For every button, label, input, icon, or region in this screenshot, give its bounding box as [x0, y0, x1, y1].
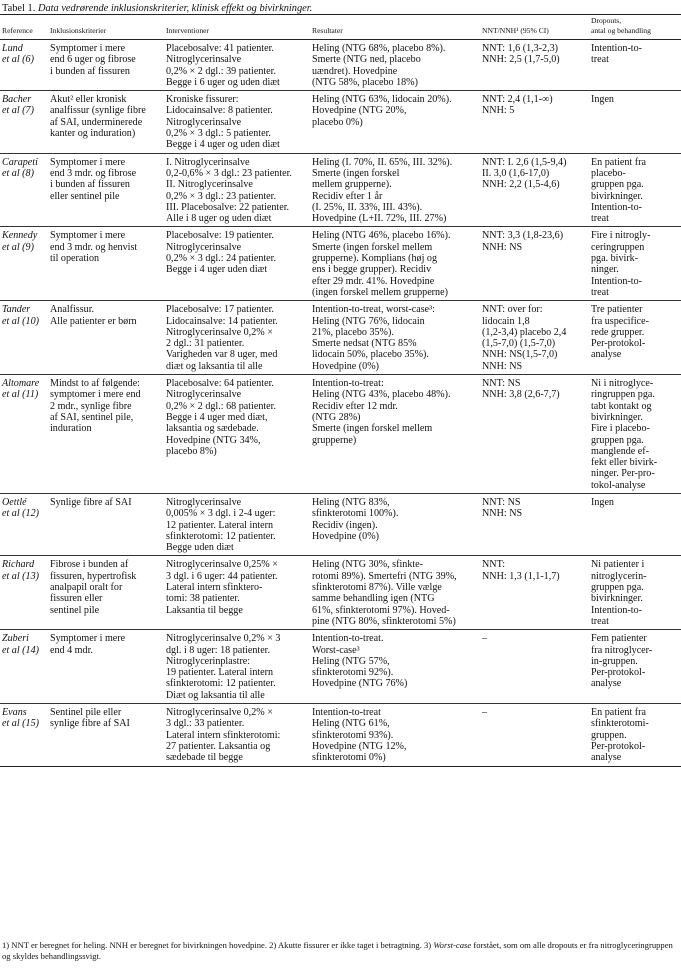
table-row — [0, 630, 681, 704]
cell-dropouts: Fire i nitrogly- ceringruppen pga. bivirk- ninger. Intention-to- treat — [589, 227, 681, 301]
cell-resultater: Heling (I. 70%, II. 65%, III. 32%). Smerte (ingen forskel mellem grupperne). Recidiv efter 1 år (I. 25%, II. 33%, III. 43%). Hovedpine (L+II. 72%, III. 27%) — [310, 153, 480, 227]
cell-dropouts: En patient fra placebo- gruppen pga. bivirkninger. Intention-to- treat — [589, 153, 681, 227]
header-interventioner: Interventioner — [164, 15, 310, 40]
table-row — [0, 227, 681, 301]
header-inklusion: Inklusionskriterier — [48, 15, 164, 40]
cell-reference: Lund et al (6) — [0, 40, 48, 91]
cell-interventioner: Nitroglycerinsalve 0,25% × 3 dgl. i 6 uger: 44 patienter. Lateral intern sfinktero- tomi: 38 patienter. Laksantia til begge — [164, 556, 310, 630]
cell-nnt-nnh: NNT: I. 2,6 (1,5-9,4) II. 3,0 (1,6-17,0) NNH: 2,2 (1,5-4,6) — [480, 153, 589, 227]
cell-inklusion: Symptomer i mere end 3 mdr. og henvist til operation — [48, 227, 164, 301]
table-row — [0, 153, 681, 227]
table-row — [0, 556, 681, 630]
cell-reference: Bacher et al (7) — [0, 91, 48, 153]
cell-interventioner: Kroniske fissurer: Lidocainsalve: 8 patienter. Nitroglycerinsalve 0,2% × 3 dgl.: 5 patienter. Begge i 4 uger og uden diæt — [164, 91, 310, 153]
cell-nnt-nnh: – — [480, 630, 589, 704]
cell-interventioner: Placebosalve: 17 patienter. Lidocainsalve: 14 patienter. Nitroglycerinsalve 0,2% × 2 dgl.: 31 patienter. Varigheden var 8 uger, med diæt og laksantia til alle — [164, 301, 310, 375]
cell-resultater: Heling (NTG 63%, lidocain 20%). Hovedpine (NTG 20%, placebo 0%) — [310, 91, 480, 153]
cell-inklusion: Synlige fibre af SAI — [48, 493, 164, 555]
cell-inklusion: Analfissur. Alle patienter er børn — [48, 301, 164, 375]
header-reference: Reference — [0, 15, 48, 40]
cell-inklusion: Symptomer i mere end 6 uger og fibrose i bunden af fissuren — [48, 40, 164, 91]
cell-interventioner: I. Nitroglycerinsalve 0,2-0,6% × 3 dgl.: 23 patienter. II. Nitroglycerinsalve 0,2% × 3 dgl.: 23 patienter. III. Placebosalve: 22 patienter. Alle i 8 uger og uden diæt — [164, 153, 310, 227]
cell-nnt-nnh: – — [480, 704, 589, 766]
cell-interventioner: Placebosalve: 19 patienter. Nitroglycerinsalve 0,2% × 3 dgl.: 24 patienter. Begge i 4 uger uden diæt — [164, 227, 310, 301]
cell-dropouts: Ni i nitroglyce- ringruppen pga. tabt kontakt og bivirkninger. Fire i placebo- gruppen pga. manglende ef- fekt eller bivirk- ninger. Per-pro- tokol-analyse — [589, 375, 681, 494]
cell-resultater: Intention-to-treat, worst-case³: Heling (NTG 76%, lidocain 21%, placebo 35%). Smerte nedsat (NTG 85% lidocain 50%, placebo 35%). Hovedpine (0%) — [310, 301, 480, 375]
cell-inklusion: Fibrose i bunden af fissuren, hypertrofisk analpapil oralt for fissuren eller sentinel pile — [48, 556, 164, 630]
cell-resultater: Intention-to-treat. Worst-case³ Heling (NTG 57%, sfinkterotomi 92%). Hovedpine (NTG 76%) — [310, 630, 480, 704]
footnotes — [2, 940, 680, 962]
cell-resultater: Intention-to-treat Heling (NTG 61%, sfinkterotomi 93%). Hovedpine (NTG 12%, sfinkterotomi 0%) — [310, 704, 480, 766]
cell-resultater: Heling (NTG 68%, placebo 8%). Smerte (NTG ned, placebo uændret). Hovedpine (NTG 58%, placebo 18%) — [310, 40, 480, 91]
cell-inklusion: Symptomer i mere end 3 mdr. og fibrose i bunden af fissuren eller sentinel pile — [48, 153, 164, 227]
cell-resultater: Heling (NTG 83%, sfinkterotomi 100%). Recidiv (ingen). Hovedpine (0%) — [310, 493, 480, 555]
cell-reference: Kennedy et al (9) — [0, 227, 48, 301]
cell-resultater: Intention-to-treat: Heling (NTG 43%, placebo 48%). Recidiv efter 12 mdr. (NTG 28%) Smerte (ingen forskel mellem grupperne) — [310, 375, 480, 494]
cell-reference: Tander et al (10) — [0, 301, 48, 375]
cell-interventioner: Nitroglycerinsalve 0,005% × 3 dgl. i 2-4 uger: 12 patienter. Lateral intern sfinkterotomi: 12 patienter. Begge uden diæt — [164, 493, 310, 555]
cell-inklusion: Sentinel pile eller synlige fibre af SAI — [48, 704, 164, 766]
cell-resultater: Heling (NTG 30%, sfinkte- rotomi 89%). Smertefri (NTG 39%, sfinkterotomi 87%). Ville vælge samme behandling igen (NTG 61%, sfinkterotomi 97%). Hoved- pine (NTG 80%, sfinkterotomi 5%) — [310, 556, 480, 630]
caption-title: Data vedrørende inklusionskriterier, klinisk effekt og bivirkninger. — [37, 3, 313, 14]
cell-reference: Altomare et al (11) — [0, 375, 48, 494]
footnote-text-1: 1) NNT er beregnet for heling. NNH er beregnet for bivirkningen hovedpine. 2) Akutte fissurer er ikke taget i betragtning. 3) — [2, 940, 434, 950]
table-row — [0, 704, 681, 766]
cell-nnt-nnh: NNT: NNH: 1,3 (1,1-1,7) — [480, 556, 589, 630]
cell-nnt-nnh: NNT: NS NNH: NS — [480, 493, 589, 555]
cell-interventioner: Nitroglycerinsalve 0,2% × 3 dgl.: 33 patienter. Lateral intern sfinkterotomi: 27 patienter. Laksantia og sædebade til begge — [164, 704, 310, 766]
cell-inklusion: Symptomer i mere end 4 mdr. — [48, 630, 164, 704]
table-body — [0, 40, 681, 767]
cell-reference: Zuberi et al (14) — [0, 630, 48, 704]
cell-dropouts: Tre patienter fra uspecifice- rede grupper. Per-protokol- analyse — [589, 301, 681, 375]
table-row — [0, 40, 681, 91]
cell-dropouts: Ingen — [589, 91, 681, 153]
footnote-text-2: forstået, som om alle dropouts er fra nitroglyceringruppen og skyldes behandlingssvigt. — [2, 940, 673, 961]
cell-reference: Richard et al (13) — [0, 556, 48, 630]
table-row — [0, 375, 681, 494]
results-table — [0, 14, 681, 767]
cell-reference: Oettlé et al (12) — [0, 493, 48, 555]
cell-nnt-nnh: NNT: NS NNH: 3,8 (2,6-7,7) — [480, 375, 589, 494]
cell-dropouts: En patient fra sfinkterotomi- gruppen. Per-protokol- analyse — [589, 704, 681, 766]
cell-inklusion: Akut² eller kronisk analfissur (synlige fibre af SAI, underminerede kanter og induration) — [48, 91, 164, 153]
cell-dropouts: Intention-to- treat — [589, 40, 681, 91]
table-header-row — [0, 15, 681, 40]
cell-interventioner: Placebosalve: 64 patienter. Nitroglycerinsalve 0,2% × 2 dgl.: 68 patienter. Begge i 4 uger med diæt, laksantia og sædebade. Hovedpine (NTG 34%, placebo 8%) — [164, 375, 310, 494]
cell-nnt-nnh: NNT: 3,3 (1,8-23,6) NNH: NS — [480, 227, 589, 301]
caption-prefix: Tabel 1. — [2, 3, 36, 14]
cell-reference: Evans et al (15) — [0, 704, 48, 766]
cell-dropouts: Ingen — [589, 493, 681, 555]
cell-inklusion: Mindst to af følgende: symptomer i mere end 2 mdr., synlige fibre af SAI, sentinel pile, induration — [48, 375, 164, 494]
cell-reference: Carapeti et al (8) — [0, 153, 48, 227]
cell-nnt-nnh: NNT: 2,4 (1,1-∞) NNH: 5 — [480, 91, 589, 153]
table-row — [0, 91, 681, 153]
cell-dropouts: Ni patienter i nitroglycerin- gruppen pga. bivirkninger. Intention-to- treat — [589, 556, 681, 630]
table-row — [0, 301, 681, 375]
table-row — [0, 493, 681, 555]
cell-dropouts: Fem patienter fra nitroglycer- in-gruppen. Per-protokol- analyse — [589, 630, 681, 704]
cell-interventioner: Nitroglycerinsalve 0,2% × 3 dgl. i 8 uger: 18 patienter. Nitroglycerinplastre: 19 patienter. Lateral intern sfinkterotomi: 12 patienter. Diæt og laksantia til alle — [164, 630, 310, 704]
header-dropouts: Dropouts, antal og behandling — [589, 15, 681, 40]
footnote-term: Worst-case — [433, 940, 472, 950]
cell-interventioner: Placebosalve: 41 patienter. Nitroglycerinsalve 0,2% × 2 dgl.: 39 patienter. Begge i 6 uger og uden diæt — [164, 40, 310, 91]
cell-nnt-nnh: NNT: 1,6 (1,3-2,3) NNH: 2,5 (1,7-5,0) — [480, 40, 589, 91]
header-resultater: Resultater — [310, 15, 480, 40]
cell-resultater: Heling (NTG 46%, placebo 16%). Smerte (ingen forskel mellem grupperne). Komplians (høj og ens i begge grupper). Recidiv efter 29 mdr. 41%. Hovedpine (ingen forskel mellem grupperne) — [310, 227, 480, 301]
header-nnt: NNT/NNH¹ (95% CI) — [480, 15, 589, 40]
cell-nnt-nnh: NNT: over for: lidocain 1,8 (1,2-3,4) placebo 2,4 (1,5-7,0) (1,5-7,0) NNH: NS(1,5-7,0) NNH: NS — [480, 301, 589, 375]
